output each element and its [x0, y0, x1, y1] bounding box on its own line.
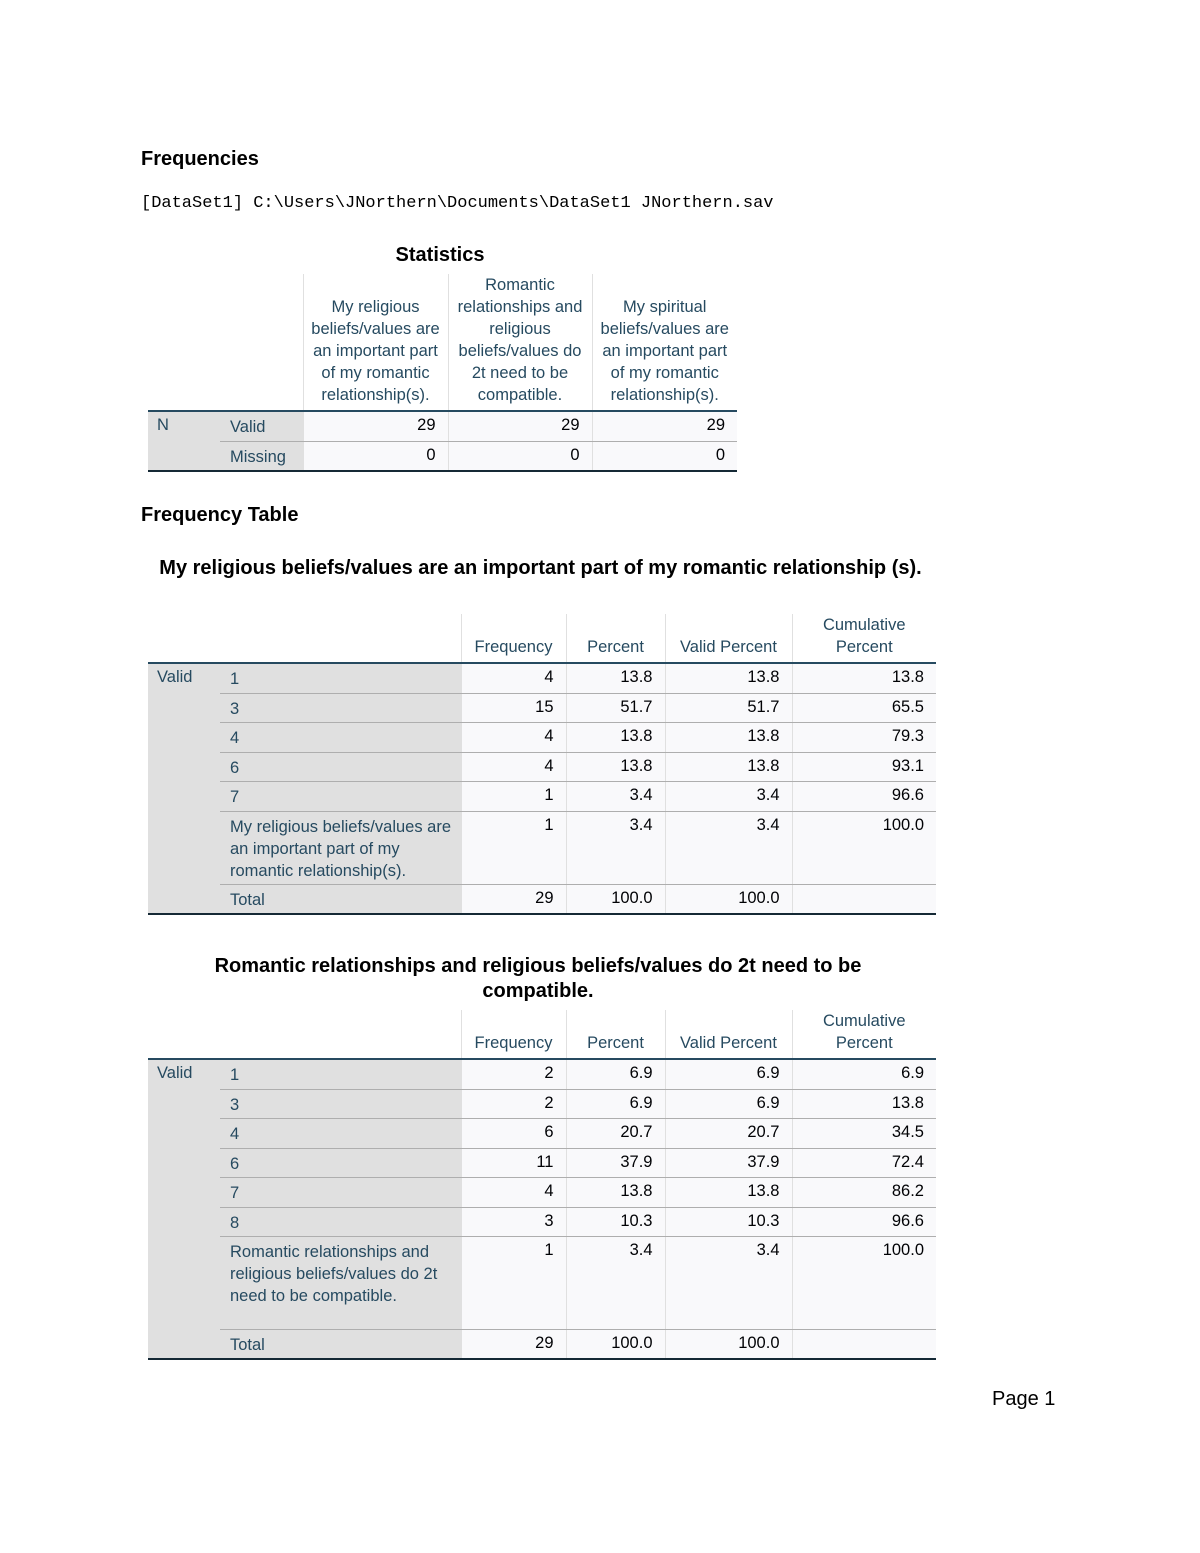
page-number: Page 1	[992, 1388, 1056, 1410]
table-cell-frequency: 11	[461, 1148, 566, 1177]
table-cell-frequency: 4	[461, 722, 566, 752]
dataset-path: [DataSet1] C:\Users\JNorthern\Documents\DataSet1 JNorthern.sav	[141, 194, 774, 213]
table-row	[148, 441, 737, 471]
table-cell-valid-percent: 100.0	[665, 1329, 792, 1359]
table-row	[148, 663, 936, 693]
table-cell-valid-percent: 13.8	[665, 722, 792, 752]
table-cell-frequency: 29	[461, 884, 566, 914]
col-header-percent: Percent	[566, 614, 665, 663]
table-cell-cumulative: 6.9	[792, 1059, 936, 1089]
table-cell-percent: 13.8	[566, 722, 665, 752]
table-cell-valid-percent: 3.4	[665, 1236, 792, 1329]
table-row	[148, 1236, 936, 1329]
stub-header	[148, 274, 303, 411]
table-cell-frequency: 2	[461, 1089, 566, 1118]
table-cell: 29	[448, 411, 592, 441]
table-cell-frequency: 4	[461, 752, 566, 781]
row-group-label: Valid	[148, 1059, 220, 1359]
table-row	[148, 1207, 936, 1236]
table-cell: 0	[448, 441, 592, 471]
table-cell-percent: 6.9	[566, 1059, 665, 1089]
row-label: 4	[220, 722, 461, 752]
row-label: 1	[220, 663, 461, 693]
table-row	[148, 884, 936, 914]
col-header-cumulative-percent: Cumulative Percent	[792, 1010, 936, 1059]
table-cell-valid-percent: 3.4	[665, 811, 792, 884]
row-label: 6	[220, 1148, 461, 1177]
table-cell-frequency: 1	[461, 1236, 566, 1329]
table-cell-percent: 20.7	[566, 1118, 665, 1148]
table-cell-valid-percent: 13.8	[665, 663, 792, 693]
col-header-percent: Percent	[566, 1010, 665, 1059]
table-cell-percent: 51.7	[566, 693, 665, 722]
table-cell: 29	[303, 411, 448, 441]
table-cell-cumulative: 96.6	[792, 1207, 936, 1236]
table-cell-frequency: 3	[461, 1207, 566, 1236]
table-row	[148, 1148, 936, 1177]
table2-body	[148, 1059, 936, 1359]
stub-header	[148, 1010, 461, 1059]
row-label: Total	[220, 1329, 461, 1359]
row-label: Valid	[220, 411, 303, 441]
table-cell-percent: 10.3	[566, 1207, 665, 1236]
table-cell-frequency: 15	[461, 693, 566, 722]
stat-col-header: My spiritual beliefs/values are an important part of my romantic relationship(s).	[592, 274, 737, 411]
col-header-valid-percent: Valid Percent	[665, 614, 792, 663]
table-cell-frequency: 4	[461, 1177, 566, 1207]
row-label: 4	[220, 1118, 461, 1148]
table-cell-cumulative: 13.8	[792, 663, 936, 693]
stat-col-header: Romantic relationships and religious beliefs/values do 2t need to be compatible.	[448, 274, 592, 411]
frequency-table-1	[148, 614, 936, 915]
table-cell-cumulative: 93.1	[792, 752, 936, 781]
table-cell-valid-percent: 3.4	[665, 781, 792, 811]
table-cell-valid-percent: 51.7	[665, 693, 792, 722]
row-label: 8	[220, 1207, 461, 1236]
table-cell-percent: 3.4	[566, 1236, 665, 1329]
table-row	[148, 1059, 936, 1089]
table-cell-percent: 3.4	[566, 811, 665, 884]
statistics-title: Statistics	[395, 244, 485, 266]
frequency-table-heading: Frequency Table	[141, 504, 299, 526]
col-header-valid-percent: Valid Percent	[665, 1010, 792, 1059]
table-cell-frequency: 2	[461, 1059, 566, 1089]
row-label: 7	[220, 1177, 461, 1207]
table1-body	[148, 663, 936, 914]
table-row	[148, 752, 936, 781]
table-cell-percent: 100.0	[566, 884, 665, 914]
statistics-table	[148, 274, 737, 472]
table-cell-valid-percent: 13.8	[665, 1177, 792, 1207]
table-row	[148, 1329, 936, 1359]
table-cell-valid-percent: 6.9	[665, 1059, 792, 1089]
row-label: Total	[220, 884, 461, 914]
table-cell-valid-percent: 13.8	[665, 752, 792, 781]
table-cell-valid-percent: 10.3	[665, 1207, 792, 1236]
table-cell-percent: 100.0	[566, 1329, 665, 1359]
row-label: Missing	[220, 441, 303, 471]
row-label: 7	[220, 781, 461, 811]
row-label: 6	[220, 752, 461, 781]
table-row	[148, 1118, 936, 1148]
table-cell-cumulative: 100.0	[792, 1236, 936, 1329]
table-cell-cumulative: 86.2	[792, 1177, 936, 1207]
table-row	[148, 1177, 936, 1207]
table-cell: 0	[303, 441, 448, 471]
table-cell-percent: 13.8	[566, 1177, 665, 1207]
table-row	[148, 811, 936, 884]
table-cell-frequency: 4	[461, 663, 566, 693]
row-label: 3	[220, 693, 461, 722]
table-cell-frequency: 1	[461, 811, 566, 884]
table-cell-percent: 3.4	[566, 781, 665, 811]
frequency-table-2	[148, 1010, 936, 1360]
table-cell-valid-percent: 20.7	[665, 1118, 792, 1148]
table-row	[148, 411, 737, 441]
table-cell-percent: 13.8	[566, 752, 665, 781]
col-header-cumulative-percent: Cumulative Percent	[792, 614, 936, 663]
stat-col-header: My religious beliefs/values are an important part of my romantic relationship(s).	[303, 274, 448, 411]
table-cell-cumulative: 65.5	[792, 693, 936, 722]
table-cell-frequency: 1	[461, 781, 566, 811]
table-row	[148, 722, 936, 752]
table-cell-percent: 13.8	[566, 663, 665, 693]
row-group-label: Valid	[148, 663, 220, 914]
row-label: Romantic relationships and religious beliefs/values do 2t need to be compatible.	[220, 1236, 461, 1329]
table-cell-valid-percent: 37.9	[665, 1148, 792, 1177]
table1-title: My religious beliefs/values are an important part of my romantic relationship (s).	[159, 557, 922, 579]
frequencies-heading: Frequencies	[141, 148, 259, 170]
col-header-frequency: Frequency	[461, 614, 566, 663]
table-cell-cumulative: 96.6	[792, 781, 936, 811]
table-cell-valid-percent: 6.9	[665, 1089, 792, 1118]
table-cell-cumulative	[792, 1329, 936, 1359]
row-label: 1	[220, 1059, 461, 1089]
table-cell: 29	[592, 411, 737, 441]
table-cell-cumulative: 34.5	[792, 1118, 936, 1148]
table-cell-cumulative: 13.8	[792, 1089, 936, 1118]
table-cell-percent: 6.9	[566, 1089, 665, 1118]
table-row	[148, 1089, 936, 1118]
table-cell-frequency: 29	[461, 1329, 566, 1359]
row-label: My religious beliefs/values are an important part of my romantic relationship(s).	[220, 811, 461, 884]
table-cell-cumulative: 79.3	[792, 722, 936, 752]
table-cell-cumulative	[792, 884, 936, 914]
table-cell: 0	[592, 441, 737, 471]
table-cell-frequency: 6	[461, 1118, 566, 1148]
table-cell-percent: 37.9	[566, 1148, 665, 1177]
table-cell-cumulative: 100.0	[792, 811, 936, 884]
col-header-frequency: Frequency	[461, 1010, 566, 1059]
table2-title: Romantic relationships and religious beliefs/values do 2t need to be compatible.	[214, 955, 862, 1002]
table-row	[148, 781, 936, 811]
table-cell-valid-percent: 100.0	[665, 884, 792, 914]
table-cell-cumulative: 72.4	[792, 1148, 936, 1177]
table-row	[148, 693, 936, 722]
row-label: 3	[220, 1089, 461, 1118]
stub-header	[148, 614, 461, 663]
row-group-label: N	[148, 411, 220, 471]
